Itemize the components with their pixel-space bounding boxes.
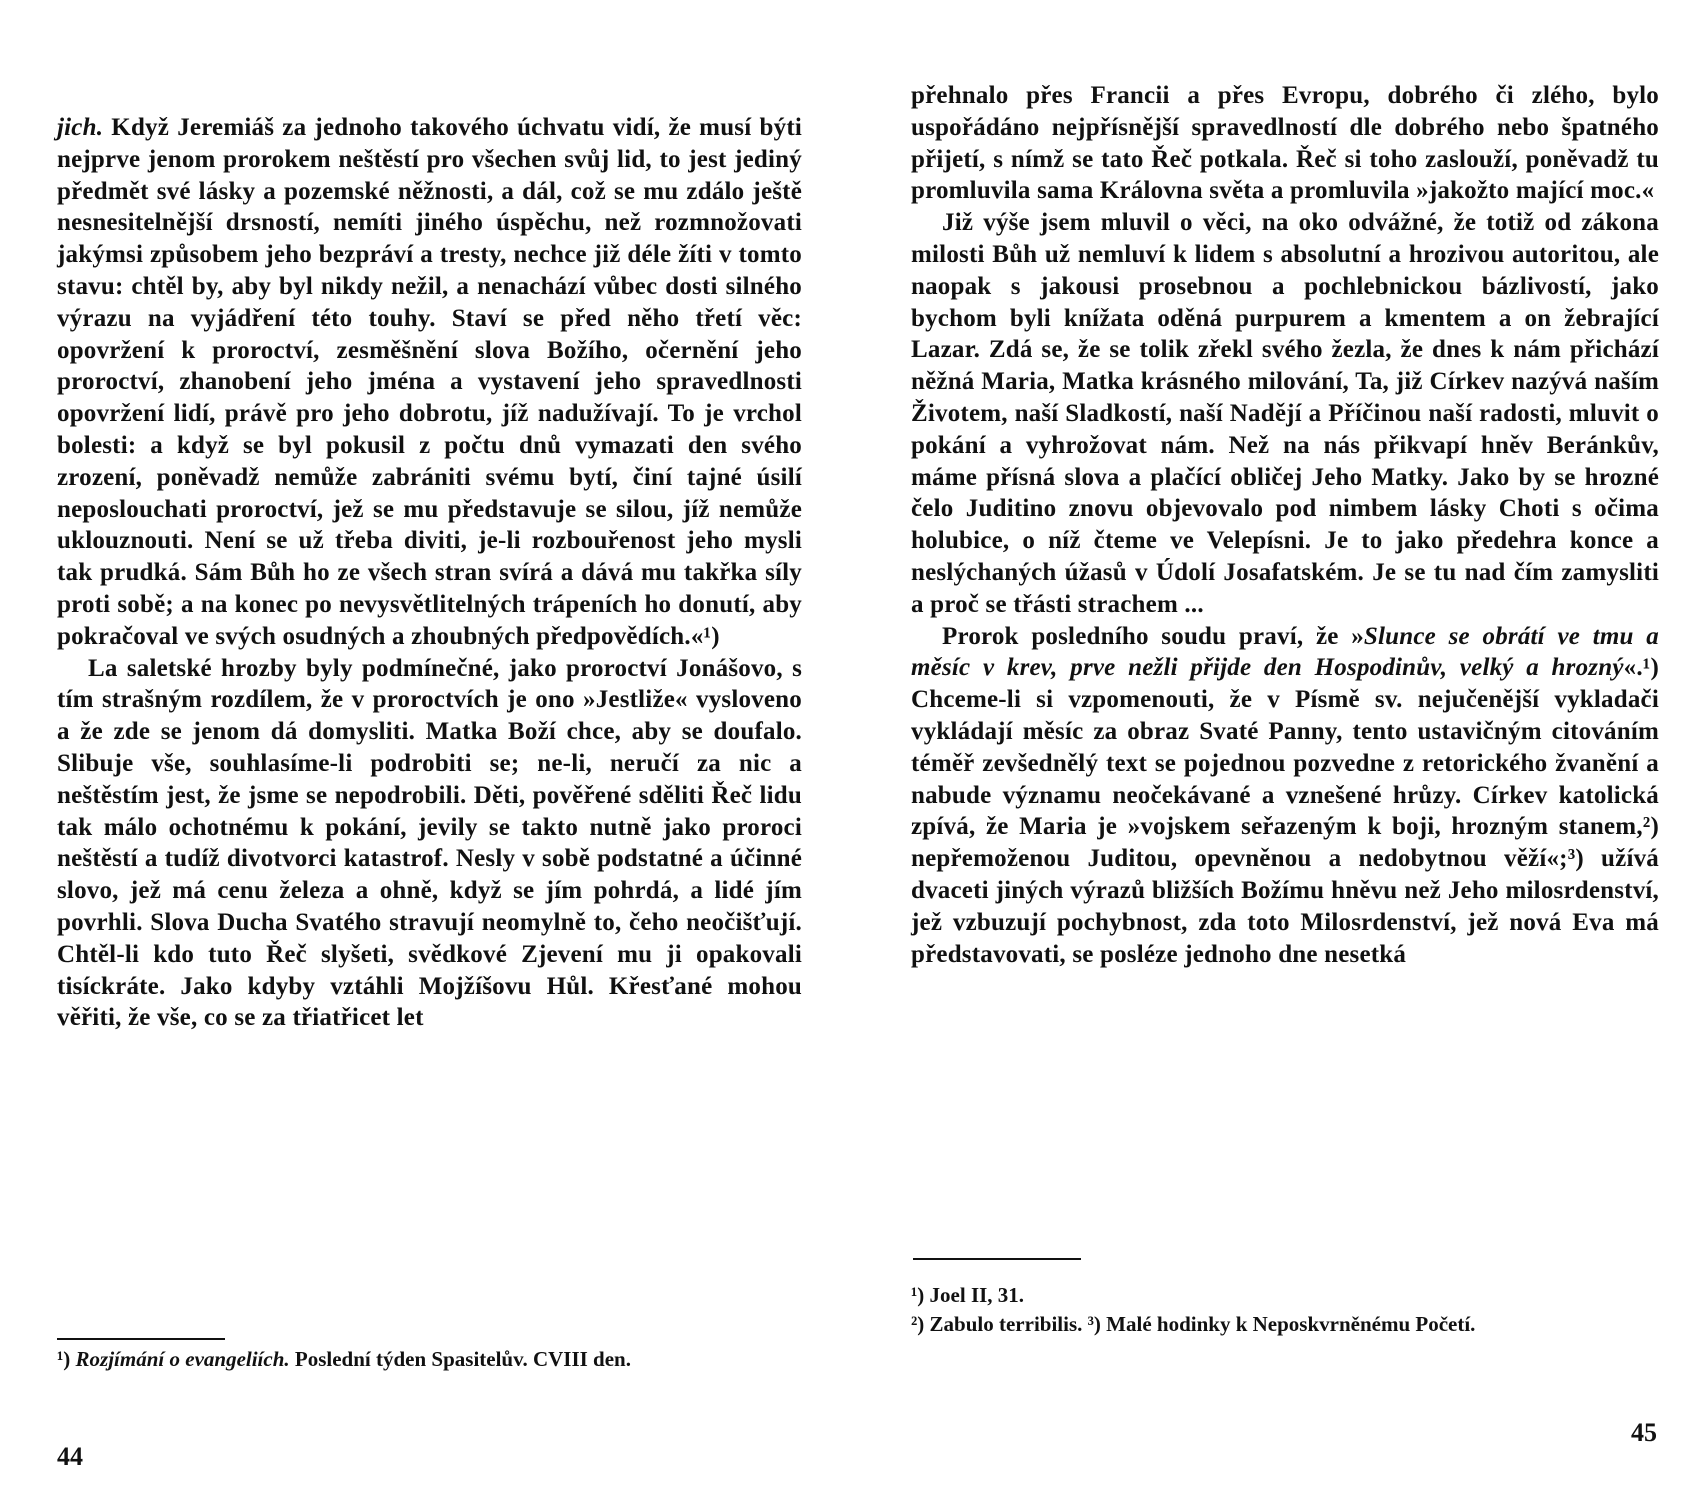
left-paragraph-1-text: Když Jeremiáš za jednoho takového úchvatu vidí, že musí býti nejprve jenom prorokem neštěstí pro všechen svůj lid, to jest jediný předmět své lásky a pozemské něžnosti, a dál, což se mu zdálo ještě nesnesitelnější drsností, nemíti jiného úspěchu, než rozmnožovati jakýmsi způsobem jeho bezpráví a tresty, nechce již déle žíti v tomto stavu: chtěl by, aby byl nikdy nežil, a nenachází vůbec dosti silného výrazu na vyjádření této touhy. Staví se před něho třetí věc: opovržení k proroctví, zesměšnění slova Božího, očernění jeho proroctví, zhanobení jeho jména a vystavení jeho spravedlnosti opovržení lidí, právě pro jeho dobrotu, jíž nadužívají. To je vrchol bolesti: a když se byl pokusil z počtu dnů vymazati den svého zrození, poněvadž nemůže zabrániti svému bytí, činí tajné úsilí neposlouchati proroctví, jež se mu představuje se silou, jíž nemůže uklouznouti. Není se už třeba diviti, je-li rozbouřenost jeho mysli tak prudká. Sám Bůh ho ze všech stran svírá a dává mu takřka síly proti sobě; a na konec po nevysvětlitelných trápeních ho donutí, aby pokračoval ve svých osudných a zhoubných předpovědích.«¹) [57, 114, 802, 650]
right-page-number: 45 [1631, 1418, 1657, 1447]
left-footnotes [57, 1346, 802, 1373]
left-body-text [57, 112, 802, 1034]
right-page [852, 0, 1704, 1500]
right-paragraph-3-pre: Prorok posledního soudu praví, že » [942, 622, 1364, 650]
left-footnote-1-text: Poslední týden Spasitelův. CVIII den. [289, 1347, 631, 1371]
right-footnote-2: ²) Zabulo terribilis. ³) Malé hodinky k Neposkvrněnému Početí. [911, 1312, 1476, 1336]
right-footnote-1: ¹) Joel II, 31. [911, 1283, 1025, 1307]
right-paragraph-2: Již výše jsem mluvil o věci, na oko odvážné, že totiž od zákona milosti Bůh už nemluví k lidem s absolutní a hrozivou autoritou, ale naopak s jakousi prosebnou a pochlebnickou bázlivostí, jako bychom byli knížata oděná purpurem a kmentem a on žebrající Lazar. Zdá se, že se tolik zřekl svého žezla, že dnes k nám přichází něžná Maria, Matka krásného milování, Ta, již Církev nazývá naším Životem, naší Sladkostí, naší Nadějí a Příčinou naší radosti, mluvit o pokání a vyhrožovat nám. Než na nás přikvapí hněv Beránkův, máme přísná slova a plačící obličej Jeho Matky. Jako by se hrozné čelo Juditino znovu objevovalo pod nimbem lásky Choti s očima holubice, o níž čteme ve Velepísni. Je to jako předehra konce a neslýchaných úžasů v Údolí Josafatském. Je se tu nad čím zamysliti a proč se třásti strachem ... [911, 209, 1659, 618]
left-footnote-1-marker: ¹) [57, 1347, 71, 1371]
left-paragraph-1 [57, 112, 802, 653]
left-footnote-1-title: Rozjímání o evangeliích. [75, 1347, 290, 1371]
left-paragraph-2: La saletské hrozby byly podmínečné, jako proroctví Jonášovo, s tím strašným rozdílem, že v proroctvích je ono »Jestliže« vysloveno a že zde se jenom dá domysliti. Matka Boží chce, aby se doufalo. Slibuje vše, souhlasíme-li podrobiti se; ne-li, neručí za nic a neštěstím jest, že jsme se nepodrobili. Děti, pověřené sděliti Řeč lidu tak málo ochotnému k pokání, jevily se takto nutně jako proroci neštěstí a tudíž divotvorci katastrof. Nesly v sobě podstatné a účinné slovo, jež má cenu železa a ohně, když se jím pohrdá, a lidé jím povrhli. Slova Ducha Svatého stravují neomylně to, čeho neočišťují. Chtěl-li kdo tuto Řeč slyšeti, svědkové Zjevení mu ji opakovali tisíckráte. Jako kdyby vztáhli Mojžíšovu Hůl. Křesťané mohou věřiti, že vše, co se za třiatřicet let [57, 654, 802, 1032]
right-paragraph-3-post: «.¹) Chceme-li si vzpomenouti, že v Písmě sv. nejučenější vykladači vykládají měsíc za obraz Svaté Panny, tento ustavičným citováním téměř zevšednělý text se pojednou pozvedne z retorického žvanění a nabude významu neočekávané a vznešené hrůzy. Církev katolická zpívá, že Maria je »vojskem seřazeným k boji, hrozným stanem,²) nepřemoženou Juditou, opevněnou a nedobytnou věží«;³) užívá dvaceti jiných výrazů bližších Božímu hněvu než Jeho milosrdenství, jež vzbuzují pochybnost, zda toto Milosrdenství, jež nová Eva má představovati, se posléze jednoho dne nesetká [911, 654, 1659, 968]
right-footnotes [911, 1282, 1659, 1338]
right-paragraph-1: přehnalo přes Francii a přes Evropu, dobrého či zlého, bylo uspořádáno nejpřísnější spravedlností dle dobrého nebo špatného přijetí, s nímž se tato Řeč potkala. Řeč si toho zaslouží, poněvadž tu promluvila sama Královna světa a promluvila »jakožto mající moc.« [911, 82, 1659, 205]
left-paragraph-1-lead: jich. [57, 114, 104, 141]
right-paragraph-3-quote: Slunce se obrátí ve tmu a měsíc v krev, prve nežli přijde den Hospodinův, velký a hrozný [911, 622, 1659, 682]
left-footnote-1 [57, 1346, 802, 1373]
left-page-number: 44 [57, 1442, 83, 1471]
right-paragraph-3 [911, 621, 1659, 971]
right-footnote-rule [913, 1258, 1081, 1260]
right-body-text [911, 80, 1659, 970]
left-footnote-rule [57, 1338, 225, 1340]
